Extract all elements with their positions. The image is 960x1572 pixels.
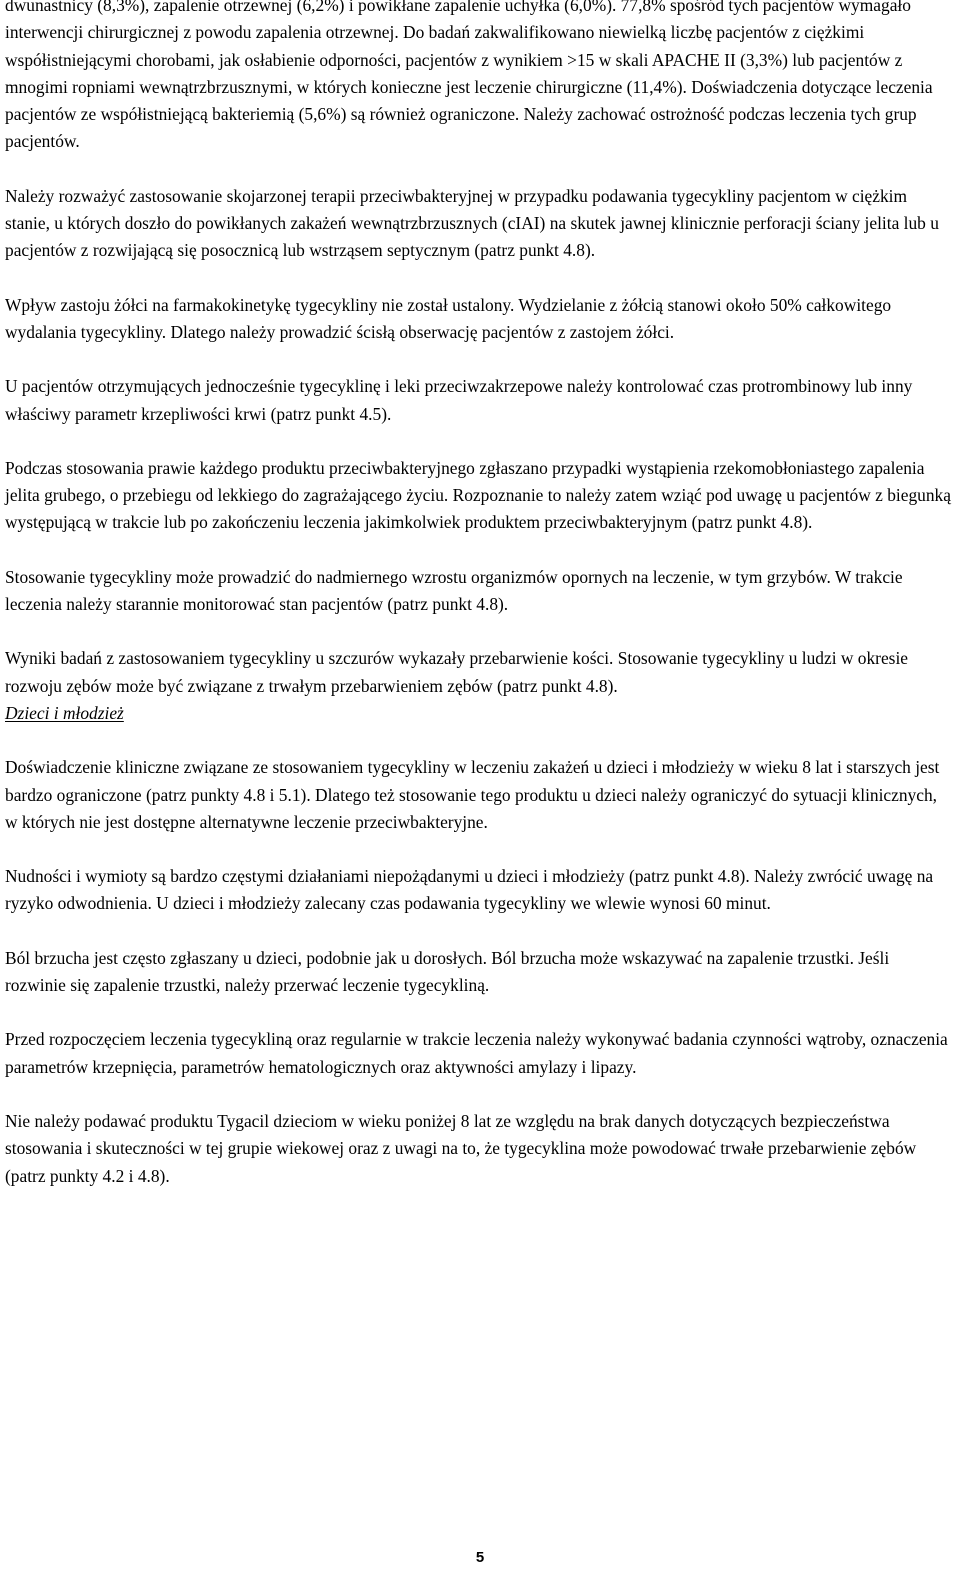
page-number: 5 xyxy=(475,1549,485,1566)
paragraph-overgrowth: Stosowanie tygecykliny może prowadzić do nadmiernego wzrostu organizmów opornych na leczenie, w tym grzybów. W trakcie leczenia należy starannie monitorować stan pacjentów (patrz punkt 4.8). xyxy=(5,566,903,615)
paragraph-abdominal-pain: Ból brzucha jest często zgłaszany u dzieci, podobnie jak u dorosłych. Ból brzucha może wskazywać na zapalenie trzustki. Jeśli rozwinie się zapalenie trzustki, należy przerwać leczenie tygecykliną. xyxy=(5,947,890,996)
paragraph-cholestasis: Wpływ zastoju żółci na farmakokinetykę tygecykliny nie został ustalony. Wydzielanie z żółcią stanowi około 50% całkowitego wydalania tygecykliny. Dlatego należy prowadzić ścisłą obserwację pacjentów z zastojem żółci. xyxy=(5,294,892,342)
document-page xyxy=(5,0,953,1190)
paragraph-patient-population: dwunastnicy (8,3%), zapalenie otrzewnej (6,2%) i powikłane zapalenie uchyłka (6,0%). 77,8% spośród tych pacjentów wymagało interwencji chirurgicznej z powodu zapalenia otrzewnej. Do badań zakwalifikowano niewielką liczbę pacjentów z ciężkimi współistniejącymi chorobami, jak osłabienie odporności, pacjentów z wynikiem >15 w skali APACHE II (3,3%) lub pacjentów z mnogimi ropniami wewnątrzbrzusznymi, w których konieczne jest leczenie chirurgiczne (11,4%). Doświadczenia dotyczące leczenia pacjentów ze współistniejącą bakteriemią (5,6%) są również ograniczone. Należy zachować ostrożność podczas leczenia tych grup pacjentów. xyxy=(5,0,933,152)
paragraph-tooth-discoloration: Wyniki badań z zastosowaniem tygecykliny u szczurów wykazały przebarwienie kości. Stosowanie tygecykliny u ludzi w okresie rozwoju zębów może być związane z trwałym przebarwieniem zębów (patrz punkt 4.8). xyxy=(5,648,908,696)
section-heading-pediatric: Dzieci i młodzież xyxy=(5,702,124,723)
paragraph-nausea-vomiting: Nudności i wymioty są bardzo częstymi działaniami niepożądanymi u dzieci i młodzieży (patrz punkt 4.8). Należy zwrócić uwagę na ryzyko odwodnienia. U dzieci i młodzieży zalecany czas podawania tygecykliny we wlewie wynosi 60 minut. xyxy=(5,866,934,914)
paragraph-pediatric-experience: Doświadczenie kliniczne związane ze stosowaniem tygecykliny w leczeniu zakażeń u dzieci i młodzieży w wieku 8 lat i starszych jest bardzo ograniczone (patrz punkty 4.8 i 5.1). Dlatego też stosowanie tego produktu u dzieci należy ograniczyć do sytuacji klinicznych, w których nie jest dostępne alternatywne leczenie przeciwbakteryjne. xyxy=(5,757,940,832)
paragraph-anticoagulants: U pacjentów otrzymujących jednocześnie tygecyklinę i leki przeciwzakrzepowe należy kontrolować czas protrombinowy lub inny właściwy parametr krzepliwości krwi (patrz punkt 4.5). xyxy=(5,376,913,424)
paragraph-under-eight: Nie należy podawać produktu Tygacil dzieciom w wieku poniżej 8 lat ze względu na brak danych dotyczących bezpieczeństwa stosowania i skuteczności w tej grupie wiekowej oraz z uwagi na to, że tygecyklina może powodować trwałe przebarwienie zębów (patrz punkty 4.2 i 4.8). xyxy=(5,1110,917,1186)
paragraph-lab-monitoring: Przed rozpoczęciem leczenia tygecykliną oraz regularnie w trakcie leczenia należy wykonywać badania czynności wątroby, oznaczenia parametrów krzepnięcia, parametrów hematologicznych oraz aktywności amylazy i lipazy. xyxy=(5,1029,948,1077)
paragraph-pseudomembranous-colitis: Podczas stosowania prawie każdego produktu przeciwbakteryjnego zgłaszano przypadki wystąpienia rzekomobłoniastego zapalenia jelita grubego, o przebiegu od lekkiego do zagrażającego życiu. Rozpoznanie to należy zatem wziąć pod uwagę u pacjentów z biegunką występującą w trakcie lub po zakończeniu leczenia jakimkolwiek produktem przeciwbakteryjnym (patrz punkt 4.8). xyxy=(5,457,951,533)
paragraph-combination-therapy: Należy rozważyć zastosowanie skojarzonej terapii przeciwbakteryjnej w przypadku podawania tygecykliny pacjentom w ciężkim stanie, u których doszło do powikłanych zakażeń wewnątrzbrzusznych (cIAI) na skutek jawnej klinicznie perforacji ściany jelita lub u pacjentów z rozwijającą się posocznicą lub wstrząsem septycznym (patrz punkt 4.8). xyxy=(5,185,939,261)
